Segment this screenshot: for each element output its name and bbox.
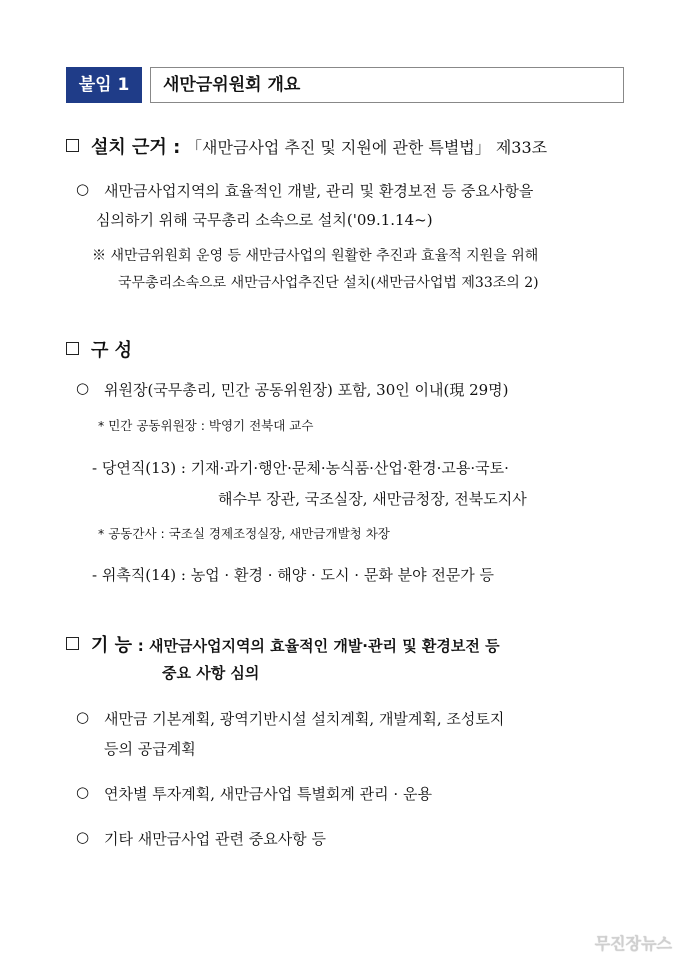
s1-note-line1: ※ 새만금위원회 운영 등 새만금사업의 원활한 추진과 효율적 지원을 위해 [92,248,539,264]
s3-bullet2: 연차별 투자계획, 새만금사업 특별회계 관리 · 운용 [104,785,432,803]
section-installation-basis [66,133,547,159]
watermark-logo: 무진장뉴스 [594,934,672,953]
section-label: 기 능 [91,635,133,656]
checkbox-square-icon [66,342,79,355]
s2-star-note1: * 민간 공동위원장 : 박영기 전북대 교수 [98,418,314,433]
checkbox-square-icon [66,637,79,650]
section-title-rest: 「새만금사업 추진 및 지원에 관한 특별법」 제33조 [186,138,548,157]
section-title-rest: : 새만금사업지역의 효율적인 개발·관리 및 환경보전 등 [137,637,500,655]
section-label: 설치 근거 : [91,137,181,158]
section-composition [66,336,132,362]
checkbox-square-icon [66,139,79,152]
bullet-circle-icon: ○ [76,180,90,198]
s1-bullet-line1: 새만금사업지역의 효율적인 개발, 관리 및 환경보전 등 중요사항을 [104,182,534,200]
bullet-circle-icon: ○ [76,783,90,801]
s1-note-line2: 국무총리소속으로 새만금사업추진단 설치(새만금사업법 제33조의 2) [118,275,539,291]
s3-bullet1-line1: 새만금 기본계획, 광역기반시설 설치계획, 개발계획, 조성토지 [104,710,505,728]
section-label: 구 성 [91,340,133,361]
s2-chair-line: 위원장(국무총리, 민간 공동위원장) 포함, 30인 이내(現 29명) [104,381,509,399]
bullet-circle-icon: ○ [76,828,90,846]
s3-bullet1-line2: 등의 공급계획 [104,740,196,758]
section-function [66,631,500,657]
attachment-badge: 붙임 1 [66,67,142,103]
s2-ex-officio-line2: 해수부 장관, 국조실장, 새만금청장, 전북도지사 [218,490,527,508]
bullet-circle-icon: ○ [76,708,90,726]
document-title: 새만금위원회 개요 [150,67,624,103]
bullet-circle-icon: ○ [76,379,90,397]
s2-appointed-line: - 위촉직(14) : 농업 · 환경 · 해양 · 도시 · 문화 분야 전문가 등 [92,566,495,584]
s2-star-note2: * 공동간사 : 국조실 경제조정실장, 새만금개발청 차장 [98,526,390,541]
s2-ex-officio-line1: - 당연직(13) : 기재·과기·행안·문체·농식품·산업·환경·고용·국토· [92,459,509,477]
s1-bullet-line2: 심의하기 위해 국무총리 소속으로 설치('09.1.14~) [96,211,433,229]
section-title-rest-line2: 중요 사항 심의 [162,664,260,682]
s3-bullet3: 기타 새만금사업 관련 중요사항 등 [104,830,326,848]
